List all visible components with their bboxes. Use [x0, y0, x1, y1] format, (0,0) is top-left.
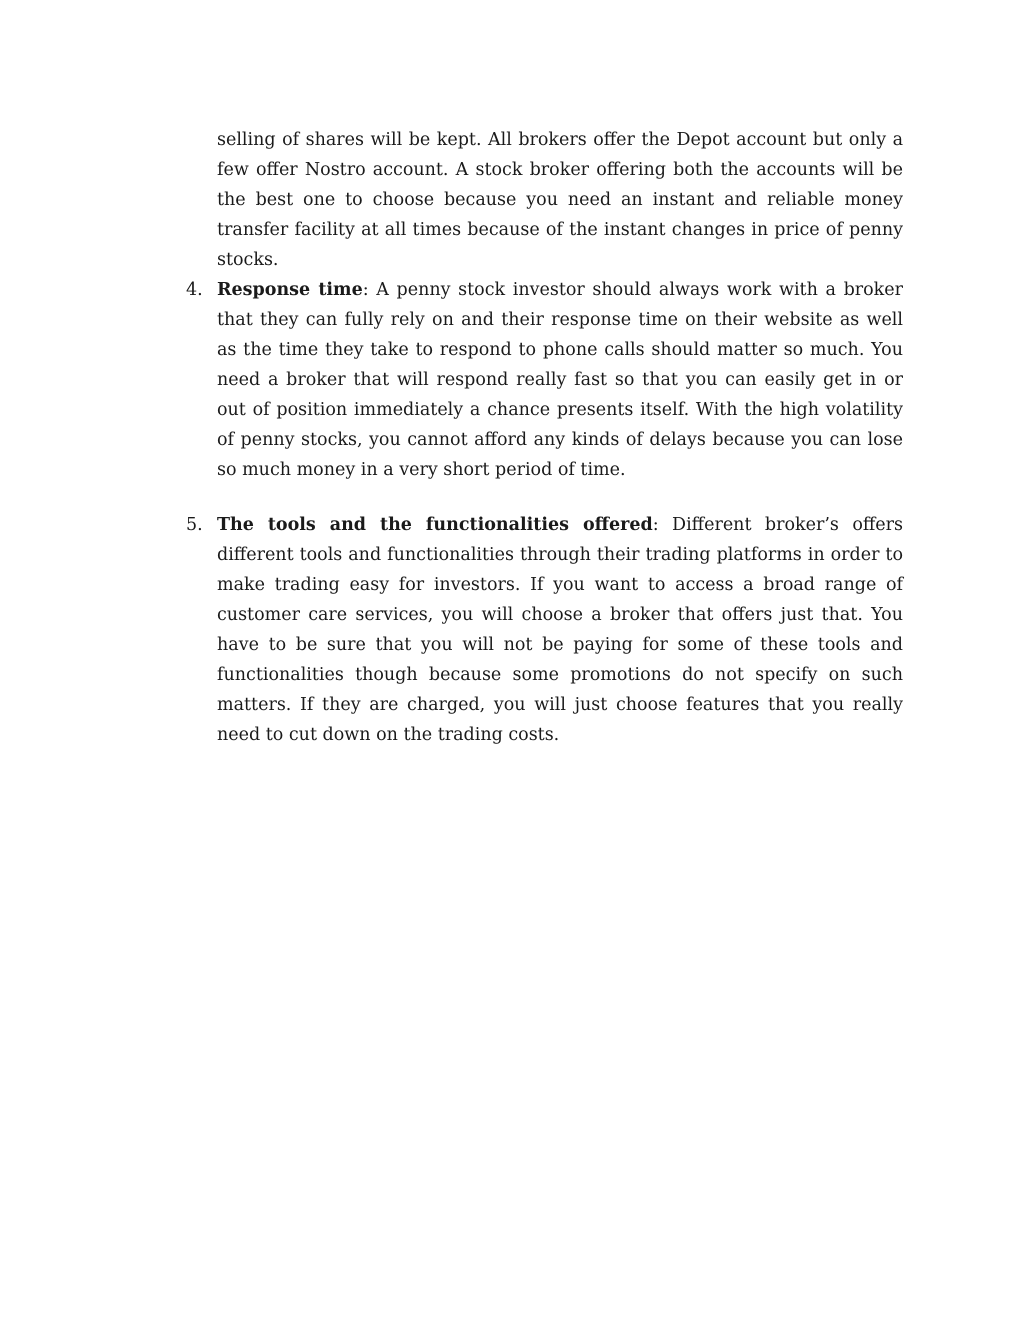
list-item-text: : A penny stock investor should always work with a broker that they can fully rely on and their response time on their website as well as the time they take to respond to phone calls should matter so much. You need a broker that will respond really fast so that you can easily get in or out of position immediately a chance presents itself. With the high volatility of penny stocks, you cannot afford any kinds of delays because you can lose so much money in a very short period of time.	[217, 280, 903, 480]
list-item-heading: The tools and the functionalities offered	[217, 515, 653, 535]
list-item-text: : Different broker’s offers different tools and functionalities through their trading platforms in order to make trading easy for investors. If you want to access a broad range of customer care services, you will choose a broker that offers just that. You have to be sure that you will not be paying for some of these tools and functionalities though because some promotions do not specify on such matters. If they are charged, you will just choose features that you really need to cut down on the trading costs.	[217, 515, 903, 745]
continuation-paragraph: selling of shares will be kept. All brokers offer the Depot account but only a few offer Nostro account. A stock broker offering both the accounts will be the best one to choose because you need an instant and reliable money transfer facility at all times because of the instant changes in price of penny stocks.	[217, 130, 903, 270]
list-item-body	[217, 275, 903, 485]
list-number: 5.	[186, 515, 203, 535]
list-number: 4.	[186, 280, 203, 300]
list-item-heading: Response time	[217, 280, 363, 300]
list-item-body	[217, 510, 903, 750]
